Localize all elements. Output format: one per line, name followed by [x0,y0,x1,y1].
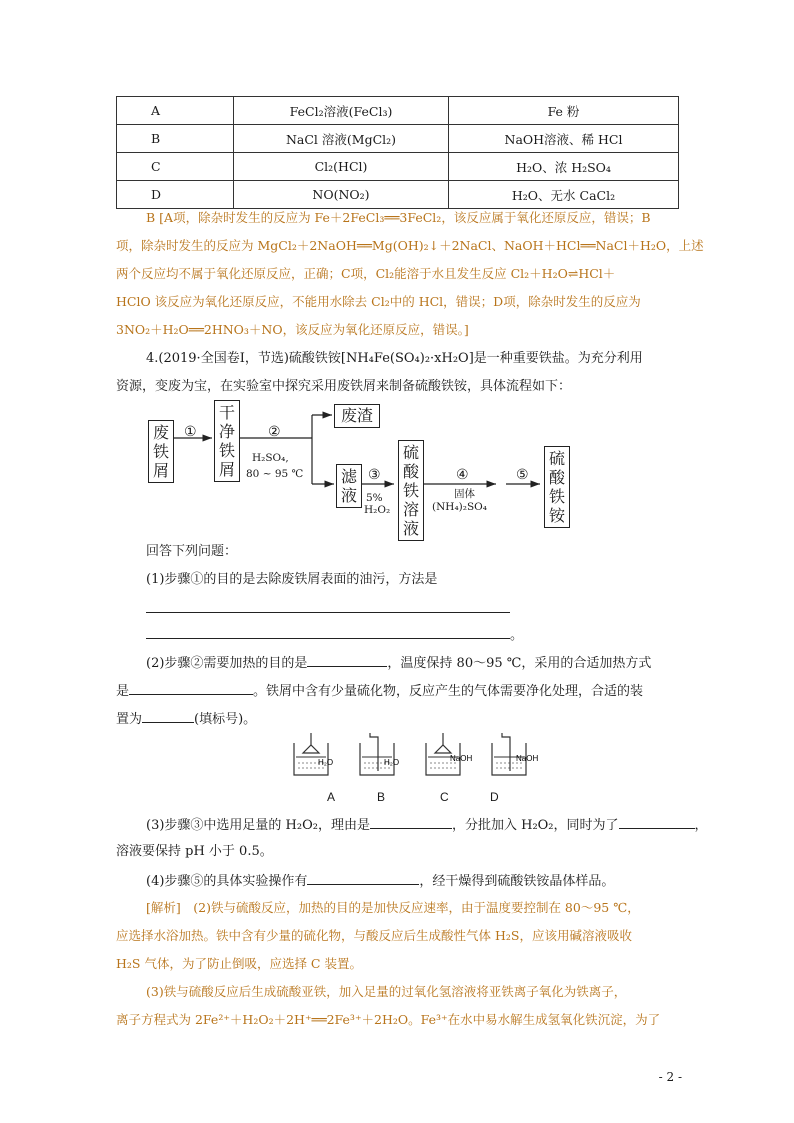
substance-cell: NaCl 溶液(MgCl₂) [234,125,449,153]
answer-line: 3NO₂＋H₂O══2HNO₃＋NO，该反应为氧化还原反应，错误。] [116,322,469,337]
question-3-text: (3)步骤③中选用足量的 H₂O₂，理由是 [146,818,370,833]
options-table [116,96,679,209]
apparatus-d-liquid: NaOH [516,754,539,763]
step-2-condition-temp: 80 ~ 95 ℃ [246,468,304,480]
answer-line: HClO 该反应为氧化还原反应，不能用水除去 Cl₂中的 HCl，错误；D项，除杂时发生的反应为 [116,294,641,309]
step-4-label: ④ [456,467,469,483]
answer-blank[interactable] [370,812,452,829]
answer-letter: B [146,210,156,225]
question-2-text: (填标号)。 [194,712,257,727]
substance-cell: NO(NO₂) [234,181,449,209]
answer-line [146,206,651,230]
apparatus-b-label: B [377,790,386,804]
apparatus-b [354,733,412,779]
answer-line: 两个反应均不属于氧化还原反应，正确；C项，Cl₂能溶于水且发生反应 Cl₂＋H₂O⇌HCl＋ [116,266,616,281]
apparatus-a-label: A [327,790,336,804]
step-2-label: ② [268,424,281,440]
question-2-text: 。铁屑中含有少量硫化物，反应产生的气体需要净化处理，合适的装 [253,684,644,699]
question-2-text: 是 [116,684,130,699]
apparatus-d [486,733,546,779]
table-row [117,181,679,209]
option-cell: D [117,181,234,209]
step-3-condition-conc: 5% [366,492,383,504]
box-waste-residue: 废渣 [334,404,380,428]
table-row [117,125,679,153]
step-4-condition-reagent: (NH₄)₂SO₄ [432,501,487,513]
apparatus-a-liquid: H₂O [318,758,334,767]
question-3-text: ，分批加入 H₂O₂，同时为了 [451,818,619,833]
table-row [117,153,679,181]
reagent-cell: H₂O、浓 H₂SO₄ [449,153,679,181]
box-iron-sulfate-solution: 硫酸铁溶液 [398,440,424,541]
reagent-cell: Fe 粉 [449,97,679,125]
analysis-line: (3)铁与硫酸反应后生成硫酸亚铁，加入足量的过氧化氢溶液将亚铁离子氧化为铁离子， [146,984,627,999]
answer-blank[interactable] [307,868,419,885]
step-3-condition-reagent: H₂O₂ [364,504,391,516]
analysis-line: [解析] (2)铁与硫酸反应，加热的目的是加快反应速率，由于温度要控制在 80～95 ℃， [146,900,640,915]
analysis-line: H₂S 气体，为了防止倒吸，应选择 C 装置。 [116,956,362,971]
question-2 [146,650,651,674]
question-2 [116,678,643,702]
question-3-text: ， [694,818,708,833]
step-2-condition-acid: H₂SO₄, [252,452,289,464]
reagent-cell: H₂O、无水 CaCl₂ [449,181,679,209]
question-4-text: (4)步骤⑤的具体实验操作有 [146,874,308,889]
question-1-end: 。 [510,628,524,643]
box-scrap-iron: 废铁屑 [148,420,174,483]
question-3 [146,812,708,836]
option-cell: B [117,125,234,153]
apparatus-b-liquid: H₂O [384,758,400,767]
apparatus-c-liquid: NaOH [450,754,473,763]
box-clean-iron: 干净铁屑 [214,400,240,482]
answer-blank-line [146,596,510,620]
answer-text: [A项，除杂时发生的反应为 Fe＋2FeCl₃══3FeCl₂，该反应属于氧化还原反应，错误；B [159,210,651,225]
question-2-text: (2)步骤②需要加热的目的是 [146,656,308,671]
box-filtrate: 滤液 [336,464,362,508]
page-number: - 2 - [658,1070,682,1084]
box-ammonium-iron-sulfate: 硫酸铁铵 [544,446,570,528]
question-1: (1)步骤①的目的是去除废铁屑表面的油污，方法是 [146,572,438,587]
question-intro: 回答下列问题： [146,544,238,559]
question-3: 溶液要保持 pH 小于 0.5。 [116,844,273,859]
question-4 [146,868,614,892]
analysis-line: 离子方程式为 2Fe²⁺＋H₂O₂＋2H⁺══2Fe³⁺＋2H₂O。Fe³⁺在水中易水解生成氢氧化铁沉淀，为了 [116,1012,661,1027]
option-cell: A [117,97,234,125]
table-row [117,97,679,125]
question-2-text: 置为 [116,712,143,727]
question-4-text: ，经干燥得到硫酸铁铵晶体样品。 [419,874,615,889]
answer-blank[interactable] [142,706,194,723]
process-flowchart [140,398,610,538]
step-4-condition-solid: 固体 [454,488,475,500]
step-5-label: ⑤ [516,467,529,483]
question-stem: 资源，变废为宝，在实验室中探究采用废铁屑来制备硫酸铁铵，具体流程如下： [116,379,572,394]
apparatus-c-label: C [440,790,449,804]
answer-blank[interactable] [129,678,253,695]
reagent-cell: NaOH溶液、稀 HCl [449,125,679,153]
apparatus-c [420,733,480,779]
answer-blank[interactable] [146,622,510,639]
answer-blank-line [146,622,523,646]
option-cell: C [117,153,234,181]
answer-blank[interactable] [307,650,387,667]
question-2-text: ，温度保持 80～95 ℃，采用的合适加热方式 [387,656,652,671]
substance-cell: Cl₂(HCl) [234,153,449,181]
answer-blank[interactable] [619,812,695,829]
apparatus-a [288,733,346,779]
step-3-label: ③ [368,467,381,483]
question-2 [116,706,256,730]
answer-line: 项，除杂时发生的反应为 MgCl₂＋2NaOH══Mg(OH)₂↓＋2NaCl、NaOH＋HCl══NaCl＋H₂O，上述 [116,238,704,253]
analysis-line: 应选择水浴加热。铁中含有少量的硫化物，与酸反应后生成酸性气体 H₂S，应该用碱溶液吸收 [116,928,632,943]
substance-cell: FeCl₂溶液(FeCl₃) [234,97,449,125]
step-1-label: ① [184,424,197,440]
question-stem: 4.(2019·全国卷Ⅰ，节选)硫酸铁铵[NH₄Fe(SO₄)₂·xH₂O]是一种重要铁盐。为充分利用 [146,351,643,366]
answer-blank[interactable] [146,596,510,613]
apparatus-d-label: D [490,790,499,804]
